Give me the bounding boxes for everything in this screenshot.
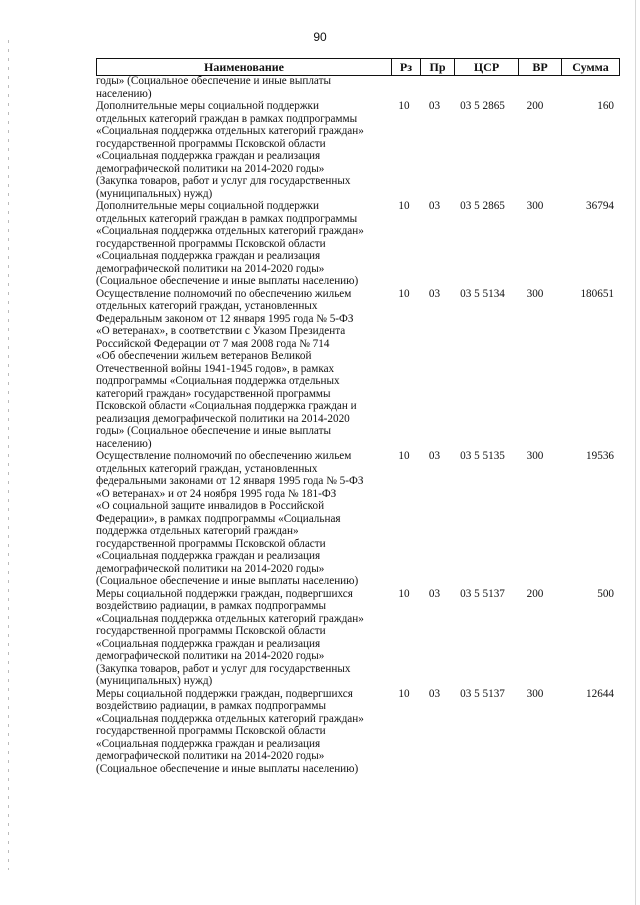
scan-edge-right [635, 0, 636, 905]
row-rz: 10 [398, 200, 410, 212]
row-vr: 300 [526, 450, 544, 462]
row-name: Дополнительные меры социальной поддержки отдельных категорий граждан в рамках подпрограммы «Социальная поддержка отдельных категорий граждан» государственной программы Псковской области «Социальная поддержка граждан и реализация демографической политики на 2014-2020 годы» (Закупка товаров, работ и услуг для государственных (муниципальных) нужд) [96, 100, 364, 200]
row-rz: 10 [398, 687, 410, 700]
scan-edge-left [8, 40, 9, 870]
row-rz: 10 [398, 287, 410, 300]
row-pr: 03 [428, 687, 441, 700]
header-vr: ВР [519, 59, 562, 75]
row-name: Дополнительные меры социальной поддержки отдельных категорий граждан в рамках подпрограммы «Социальная поддержка отдельных категорий граждан» государственной программы Псковской области «Социальная поддержка граждан и реализация демографической политики на 2014-2020 годы» (Социальное обеспечение и иные выплаты населению) [96, 200, 364, 287]
row-sum: 19536 [586, 450, 614, 462]
row-pr: 03 [428, 200, 441, 212]
row-csr: 03 5 5135 [460, 450, 505, 462]
row-name: годы» (Социальное обеспечение и иные выплаты населению) [96, 75, 332, 100]
header-name: Наименование [97, 59, 392, 75]
row-vr: 300 [526, 200, 544, 212]
row-vr: 200 [526, 100, 544, 112]
row-sum: 500 [597, 587, 614, 600]
row-csr: 03 5 2865 [460, 100, 505, 112]
row-rz: 10 [398, 587, 410, 600]
table-row [96, 688, 620, 776]
page-number: 90 [313, 30, 327, 44]
row-sum: 12644 [586, 687, 614, 700]
row-csr: 03 5 5134 [460, 287, 505, 300]
header-sum: Сумма [572, 60, 609, 74]
row-vr: 200 [526, 587, 544, 600]
header-rz: Рз [392, 59, 421, 75]
row-sum: 160 [597, 100, 614, 112]
table-row [96, 100, 620, 200]
row-vr: 300 [526, 687, 544, 700]
row-sum: 36794 [586, 200, 614, 212]
table-row [96, 288, 620, 451]
table-row [96, 200, 620, 288]
row-pr: 03 [428, 587, 441, 600]
table-row [96, 588, 620, 688]
table-body [96, 75, 620, 775]
header-csr: ЦСР [455, 59, 519, 75]
row-pr: 03 [428, 287, 441, 300]
row-pr: 03 [428, 100, 441, 112]
row-pr: 03 [428, 450, 441, 462]
row-name: Осуществление полномочий по обеспечению жильем отдельных категорий граждан, установленных федеральными законами от 12 января 1995 года № 5-ФЗ «О ветеранах» и от 24 ноября 1995 года № 181-ФЗ «О социальной защите инвалидов в Российской Федерации», в рамках подпрограммы «Социальная поддержка отдельных категорий граждан» государственной программы Псковской области «Социальная поддержка граждан и реализация демографической политики на 2014-2020 годы» (Социальное обеспечение и иные выплаты населению) [96, 450, 364, 587]
row-name: Меры социальной поддержки граждан, подвергшихся воздействию радиации, в рамках подпрограммы «Социальная поддержка отдельных категорий граждан» государственной программы Псковской области «Социальная поддержка граждан и реализация демографической политики на 2014-2020 годы» (Социальное обеспечение и иные выплаты населению) [96, 687, 364, 775]
table-row [96, 450, 620, 588]
table-row [96, 75, 620, 100]
row-csr: 03 5 2865 [460, 200, 505, 212]
row-name: Меры социальной поддержки граждан, подвергшихся воздействию радиации, в рамках подпрограммы «Социальная поддержка отдельных категорий граждан» государственной программы Псковской области «Социальная поддержка граждан и реализация демографической политики на 2014-2020 годы» (Закупка товаров, работ и услуг для государственных (муниципальных) нужд) [96, 587, 364, 687]
row-name: Осуществление полномочий по обеспечению жильем отдельных категорий граждан, установленных Федеральным законом от 12 января 1995 года № 5-ФЗ «О ветеранах», в соответствии с Указом Президента Российской Федерации от 7 мая 2008 года № 714 «Об обеспечении жильем ветеранов Великой Отечественной войны 1941-1945 годов», в рамках подпрограммы «Социальная поддержка отдельных категорий граждан» государственной программы Псковской области «Социальная поддержка граждан и реализация демографической политики на 2014-2020 годы» (Социальное обеспечение и иные выплаты населению) [96, 287, 357, 450]
row-rz: 10 [398, 450, 410, 462]
row-csr: 03 5 5137 [460, 587, 505, 600]
row-csr: 03 5 5137 [460, 687, 505, 700]
table-header [96, 58, 620, 76]
row-rz: 10 [398, 100, 410, 112]
header-pr: Пр [421, 59, 455, 75]
row-vr: 300 [526, 287, 544, 300]
row-sum: 180651 [580, 287, 614, 300]
